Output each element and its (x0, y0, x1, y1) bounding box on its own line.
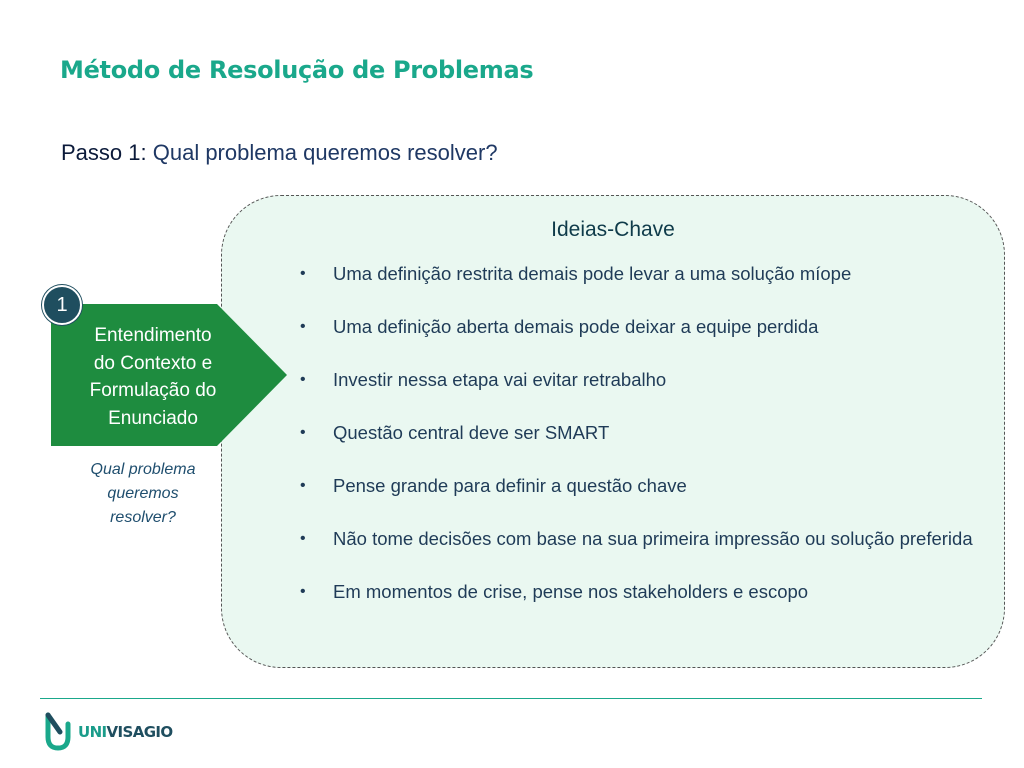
list-item-text: Uma definição aberta demais pode deixar a equipe perdida (333, 316, 819, 337)
step-label-line: Enunciado (108, 407, 198, 429)
list-item (300, 260, 990, 287)
page-title: Método de Resolução de Problemas (60, 56, 534, 84)
bullet-icon: • (300, 371, 306, 388)
key-ideas-box (221, 195, 1005, 668)
list-item (300, 472, 990, 499)
bullet-icon: • (300, 583, 306, 600)
list-item (300, 366, 990, 393)
bullet-icon: • (300, 318, 306, 335)
page-subtitle (61, 140, 498, 166)
key-ideas-title: Ideias-Chave (551, 218, 675, 241)
caption-line: Qual problema (90, 461, 196, 478)
list-item-text: Investir nessa etapa vai evitar retrabalho (333, 369, 667, 390)
list-item-text: Uma definição restrita demais pode levar a uma solução míope (333, 263, 852, 284)
step-caption (70, 458, 216, 530)
caption-line: resolver? (110, 509, 176, 526)
bullet-icon: • (300, 424, 306, 441)
logo-text (78, 723, 173, 741)
key-ideas-list (300, 260, 990, 631)
step-label-line: do Contexto e (93, 352, 213, 374)
list-item (300, 525, 990, 552)
step-label: Passo 1: (61, 140, 147, 165)
list-item-text: Questão central deve ser SMART (333, 422, 610, 443)
bullet-icon: • (300, 530, 306, 547)
footer-divider (40, 698, 982, 699)
bullet-icon: • (300, 265, 306, 282)
univisagio-logo (44, 712, 173, 752)
list-item (300, 578, 990, 605)
list-item-text: Em momentos de crise, pense nos stakeholders e escopo (333, 581, 809, 602)
logo-text-uni: UNI (78, 723, 107, 741)
bullet-icon: • (300, 477, 306, 494)
caption-line: queremos (107, 485, 179, 502)
list-item (300, 419, 990, 446)
logo-text-visagio: VISAGIO (106, 723, 173, 741)
list-item-text: Não tome decisões com base na sua primeira impressão ou solução preferida (333, 528, 973, 549)
step-label-line: Formulação do (89, 380, 217, 401)
step-question: Qual problema queremos resolver? (152, 140, 498, 165)
univisagio-mark-icon (44, 712, 72, 752)
step-label-line: Entendimento (94, 325, 212, 346)
step-number-badge: 1 (42, 285, 82, 325)
list-item-text: Pense grande para definir a questão chave (333, 475, 687, 496)
list-item (300, 313, 990, 340)
step-arrow-label (58, 322, 248, 432)
